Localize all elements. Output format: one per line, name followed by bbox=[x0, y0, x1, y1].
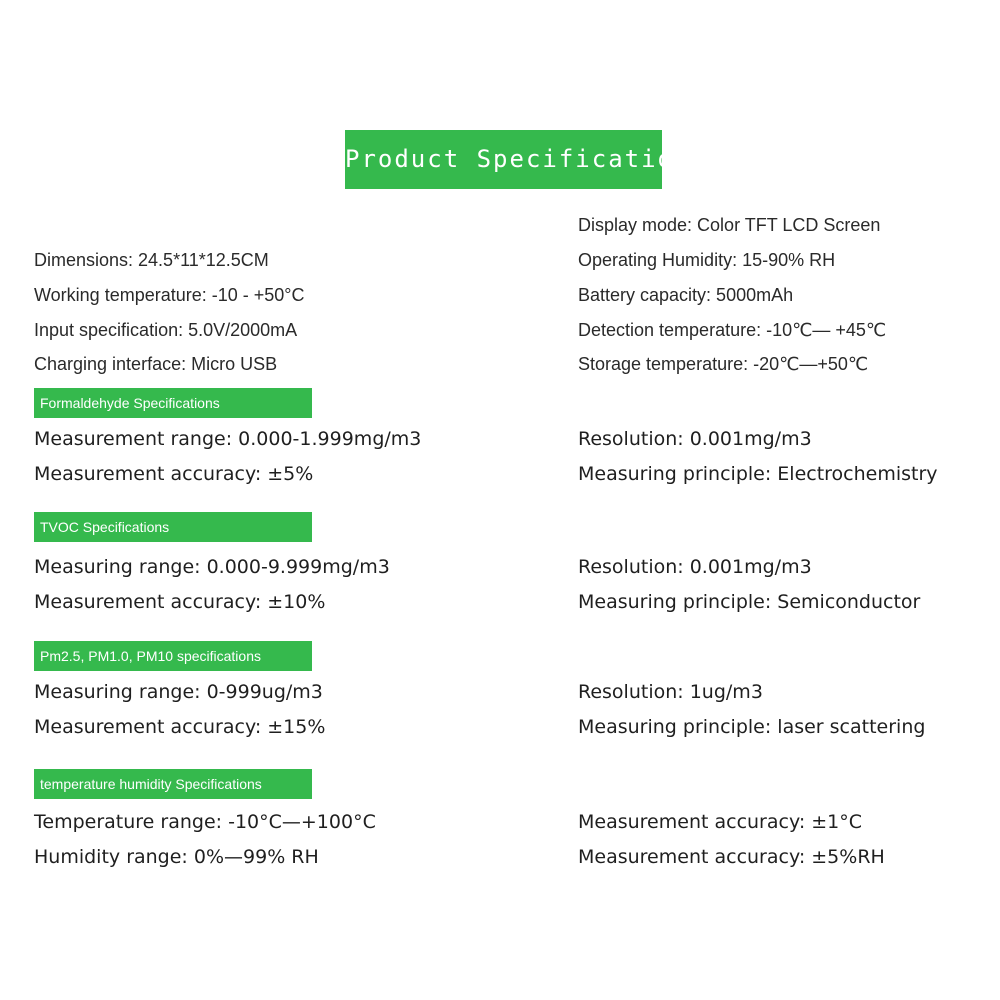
pm-measuring-principle: Measuring principle: laser scattering bbox=[578, 716, 926, 738]
spec-storage-temperature: Storage temperature: -20℃—+50℃ bbox=[578, 354, 869, 374]
pm-resolution: Resolution: 1ug/m3 bbox=[578, 681, 763, 703]
spec-charging-interface: Charging interface: Micro USB bbox=[34, 354, 278, 374]
formaldehyde-measuring-principle: Measuring principle: Electrochemistry bbox=[578, 463, 938, 485]
section-label-pm: Pm2.5, PM1.0, PM10 specifications bbox=[34, 641, 312, 671]
section-label-tvoc: TVOC Specifications bbox=[34, 512, 312, 542]
formaldehyde-measurement-range: Measurement range: 0.000-1.999mg/m3 bbox=[34, 428, 422, 450]
tvoc-measuring-range: Measuring range: 0.000-9.999mg/m3 bbox=[34, 556, 390, 578]
pm-measuring-range: Measuring range: 0-999ug/m3 bbox=[34, 681, 323, 703]
section-label-formaldehyde: Formaldehyde Specifications bbox=[34, 388, 312, 418]
spec-working-temperature: Working temperature: -10 - +50°C bbox=[34, 285, 305, 305]
page-title: Product Specification bbox=[345, 130, 662, 189]
spec-display-mode: Display mode: Color TFT LCD Screen bbox=[578, 215, 881, 235]
tvoc-resolution: Resolution: 0.001mg/m3 bbox=[578, 556, 812, 578]
pm-measurement-accuracy: Measurement accuracy: ±15% bbox=[34, 716, 326, 738]
spec-dimensions: Dimensions: 24.5*11*12.5CM bbox=[34, 250, 269, 270]
spec-operating-humidity: Operating Humidity: 15-90% RH bbox=[578, 250, 836, 270]
spec-detection-temperature: Detection temperature: -10℃— +45℃ bbox=[578, 320, 887, 340]
section-label-temperature-humidity: temperature humidity Specifications bbox=[34, 769, 312, 799]
humidity-measurement-accuracy: Measurement accuracy: ±5%RH bbox=[578, 846, 885, 868]
temperature-measurement-accuracy: Measurement accuracy: ±1°C bbox=[578, 811, 863, 833]
tvoc-measurement-accuracy: Measurement accuracy: ±10% bbox=[34, 591, 326, 613]
tvoc-measuring-principle: Measuring principle: Semiconductor bbox=[578, 591, 921, 613]
formaldehyde-resolution: Resolution: 0.001mg/m3 bbox=[578, 428, 812, 450]
spec-input-specification: Input specification: 5.0V/2000mA bbox=[34, 320, 298, 340]
spec-battery-capacity: Battery capacity: 5000mAh bbox=[578, 285, 794, 305]
temperature-range: Temperature range: -10°C—+100°C bbox=[34, 811, 376, 833]
formaldehyde-measurement-accuracy: Measurement accuracy: ±5% bbox=[34, 463, 314, 485]
humidity-range: Humidity range: 0%—99% RH bbox=[34, 846, 319, 868]
